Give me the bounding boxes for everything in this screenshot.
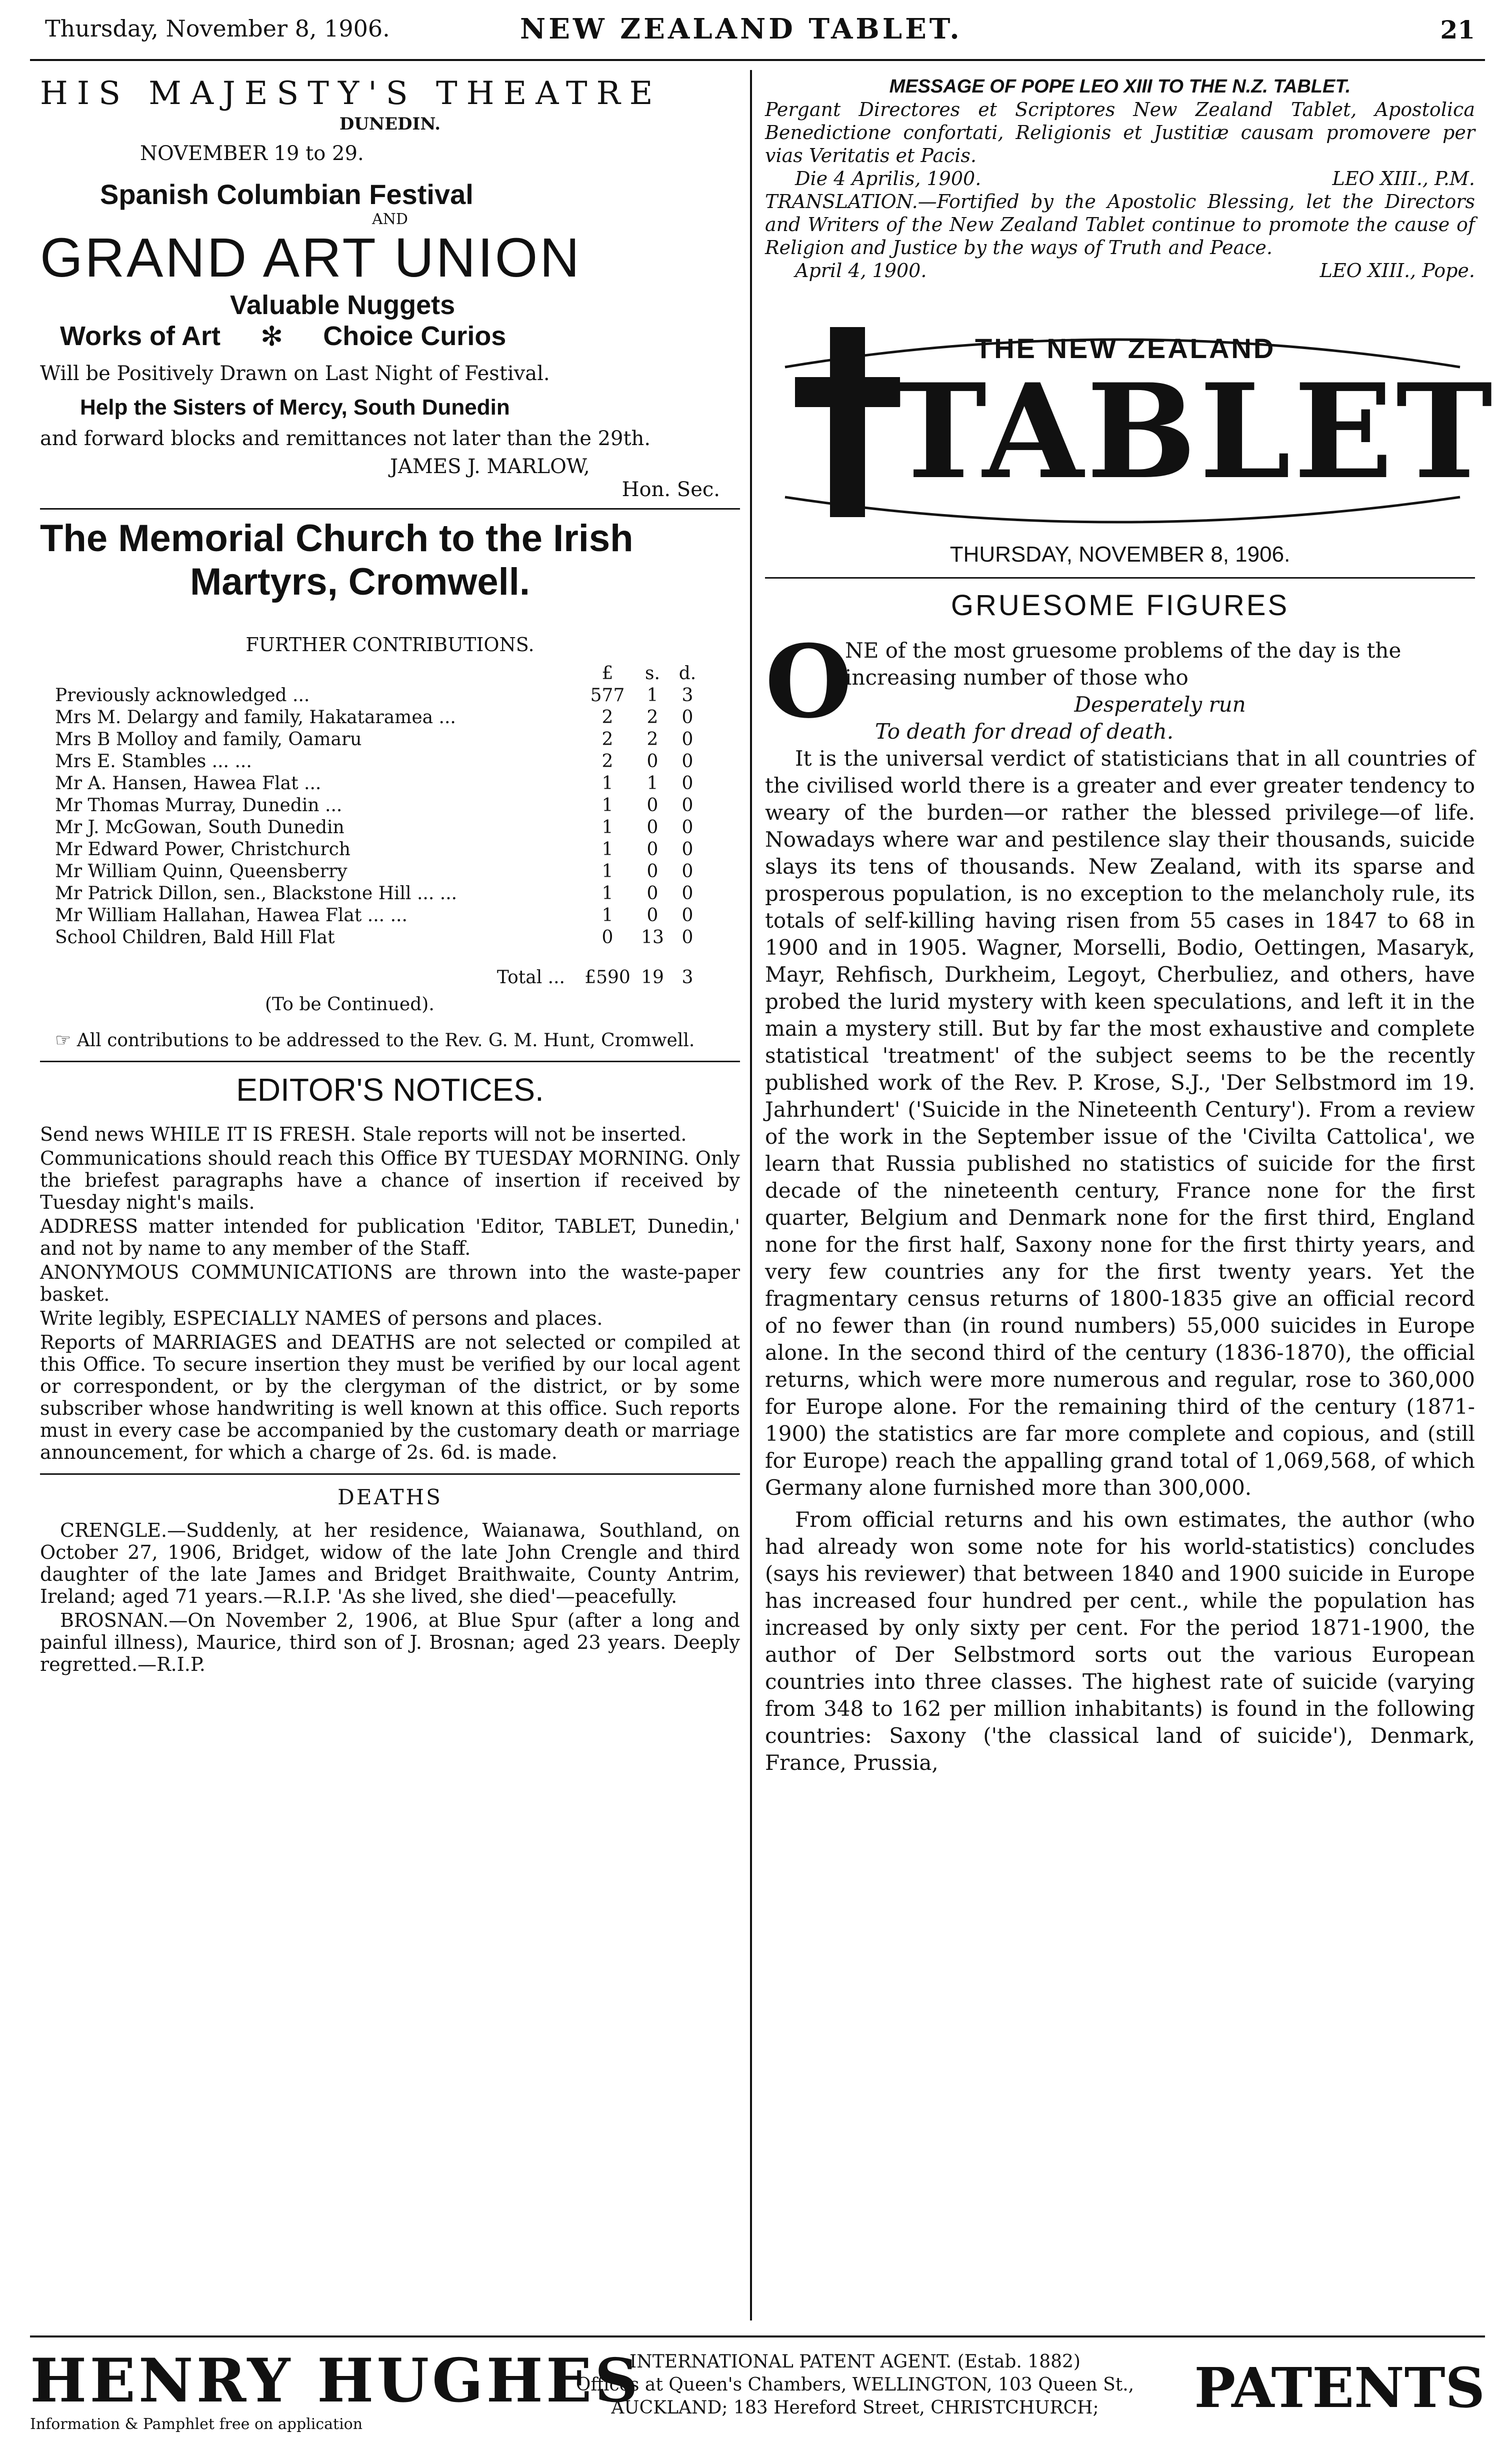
asterisk-icon: ✻ [260, 322, 284, 352]
festival-and: AND [372, 211, 408, 228]
page-header [30, 10, 1485, 55]
henry-hughes-sub: Information & Pamphlet free on application [30, 2415, 363, 2433]
translation-text: TRANSLATION.—Fortified by the Apostolic Blessing, let the Directors and Writers of the New Zealand Tablet continue to promote the cause of Religion and Justice by the ways of Truth and Peace. [765, 191, 1475, 259]
footer-rule [30, 2335, 1485, 2337]
page-number: 21 [1440, 15, 1475, 45]
translation-footer: April 4, 1900. LEO XIII., Pope. [795, 260, 1475, 282]
ad-items [60, 321, 740, 352]
help-sisters: Help the Sisters of Mercy, South Dunedin [80, 395, 510, 420]
divider [765, 577, 1475, 579]
theatre-title: HIS MAJESTY'S THEATRE [40, 75, 662, 112]
editors-title: EDITOR'S NOTICES. [236, 1072, 544, 1108]
masthead-title: NEW ZEALAND TABLET. [520, 13, 962, 46]
continued-note: (To be Continued). [265, 994, 434, 1015]
issue-date: Thursday, November 8, 1906. [45, 15, 390, 42]
contribution-row: Mrs E. Stambles ... ... 2 0 0 [55, 751, 694, 772]
death-notice: BROSNAN.—On November 2, 1906, at Blue Spur (after a long and painful illness), Maurice, third son of J. Brosnan; aged 23 years. Deeply regretted.—R.I.P. [40, 1609, 740, 1675]
latin-text: Pergant Directores et Scriptores New Zealand Tablet, Apostolica Benedictione confortati, Religionis et Justitiæ causam promovere per vias Veritatis et Pacis. [765, 99, 1475, 167]
column-divider [750, 70, 752, 2320]
article-paragraph-1: It is the universal verdict of statisticians that in all countries of the civilised world there is a greater and ever greater tendency to weary of the burden—or rather the blessed privilege—of life. Nowadays where war and pestilence slay their thousands, suicide slays its tens of thousands. New Zealand, with its sparse and prosperous population, is no exception to the melancholy rule, its totals of self-killing having risen from 55 cases in 1847 to 68 in 1900 and in 1905. Wagner, Morselli, Bodio, Oettingen, Masaryk, Mayr, Rehfisch, Durkheim, Legoyt, Cherbuliez, and others, have probed the lurid mystery with keen speculations, and left it in the main a mystery still. But by far the most exhaustive and complete statistical 'treatment' of the subject seems to be the recently published work of the Rev. P. Krose, S.J., 'Der Selbstmord im 19. Jahrhundert' ('Suicide in the Nineteenth Century'). From a review of the work in the September issue of the 'Civilta Cattolica', we learn that Russia published no statistics of suicide for the first decade of the nineteenth century, France none for the first quarter, Belgium and Denmark none for the first third, England none for the first half, Saxony none for the first thirty years, and very few countries any for the first twenty years. Yet the fragmentary census returns of 1800-1835 give an official record of no fewer than (in round numbers) 55,000 suicides in Europe alone. In the second third of the century (1836-1870), the official returns, which were more numerous and regular, rose to 360,000 for Europe alone. For the remaining third of the century (1871-1900) the statistics are far more complete and copious, and (still for Europe) reach the appalling grand total of 1,069,568, of which Germany alone furnished more than 300,000. [765, 746, 1475, 1500]
left-column [40, 75, 740, 1677]
issue-date-box: THURSDAY, NOVEMBER 8, 1906. [950, 542, 1290, 567]
patent-ad [30, 2340, 1485, 2435]
theatre-city: DUNEDIN. [339, 114, 441, 134]
patents-label: PATENTS [1194, 2355, 1485, 2420]
memorial-section [40, 517, 740, 1052]
contribution-row: Mr A. Hansen, Hawea Flat ... 1 1 0 [55, 773, 694, 794]
drop-cap: O [765, 623, 852, 741]
contribution-row: Mr William Quinn, Queensberry 1 0 0 [55, 861, 694, 882]
secretary-name: JAMES J. MARLOW, [390, 455, 590, 478]
contribution-row: Mr William Hallahan, Hawea Flat ... ... 1 0 0 [55, 905, 694, 926]
latin-footer: Die 4 Aprilis, 1900. LEO XIII., P.M. [795, 168, 1475, 190]
message-title: MESSAGE OF POPE LEO XIII TO THE N.Z. TABLET. [889, 76, 1351, 97]
contribution-row: Mr J. McGowan, South Dunedin 1 0 0 [55, 817, 694, 838]
editors-notices [40, 1071, 740, 1463]
right-column [765, 75, 1496, 1781]
theatre-dates: NOVEMBER 19 to 29. [140, 142, 364, 165]
contribution-row: Mr Thomas Murray, Dunedin ... 1 0 0 [55, 795, 694, 816]
festival-name: Spanish Columbian Festival [100, 179, 474, 210]
works-of-art: Works of Art [60, 321, 221, 351]
contribution-row: Mr Edward Power, Christchurch 1 0 0 [55, 839, 694, 860]
drawn-notice: Will be Positively Drawn on Last Night of Festival. [40, 362, 550, 385]
pointing-hand-icon: ☞ [55, 1030, 77, 1051]
pope-message [765, 75, 1475, 282]
editor-notice: ADDRESS matter intended for publication 'Editor, TABLET, Dunedin,' and not by name to any member of the Staff. [40, 1215, 740, 1259]
henry-hughes: HENRY HUGHES [30, 2345, 642, 2416]
agent-address: INTERNATIONAL PATENT AGENT. (Estab. 1882) Offices at Queen's Chambers, WELLINGTON, 103 Queen St., AUCKLAND; 183 Hereford Street, CHRISTCHURCH; [576, 2351, 1134, 2418]
article-paragraph-2: From official returns and his own estimates, the author (who had already won some note for his world-statistics) concludes (says his reviewer) that between 1840 and 1900 suicide in Europe has increased four hundred per cent., while the population has increased by only sixty per cent. For the period 1871-1900, the author of Der Selbstmord sorts out the various European countries into three classes. The highest rate of suicide (varying from 348 to 162 per million inhabitants) is found in the following countries: Saxony ('the classical land of suicide'), Denmark, France, Prussia, [765, 1507, 1475, 1775]
currency-header: £ s. d. [602, 663, 696, 684]
logo-tablet: TABLET [890, 356, 1496, 508]
secretary-role: Hon. Sec. [622, 478, 720, 501]
divider [40, 508, 740, 510]
memorial-title-1: The Memorial Church to the Irish [40, 517, 634, 560]
header-rule [30, 59, 1485, 61]
article-opening-text: NE of the most gruesome problems of the day is the increasing number of those who Desperately run To death for dread of death. [845, 638, 1402, 744]
divider [40, 1061, 740, 1062]
theatre-ad [40, 75, 740, 501]
memorial-title-2: Martyrs, Cromwell. [190, 561, 530, 603]
logo-nz: THE NEW ZEALAND [975, 333, 1276, 364]
contributions-table [55, 663, 705, 1052]
contribution-row: School Children, Bald Hill Flat 0 13 0 [55, 927, 694, 948]
forward-notice: and forward blocks and remittances not later than the 29th. [40, 427, 651, 450]
deaths-section [40, 1485, 740, 1675]
editor-notice: ANONYMOUS COMMUNICATIONS are thrown into the waste-paper basket. [40, 1261, 740, 1305]
valuable-nuggets: Valuable Nuggets [230, 290, 456, 320]
editor-notice: Communications should reach this Office BY TUESDAY MORNING. Only the briefest paragraphs have a chance of insertion if received by Tuesday night's mails. [40, 1147, 740, 1213]
death-notice: CRENGLE.—Suddenly, at her residence, Waianawa, Southland, on October 27, 1906, Bridget, widow of the late John Crengle and third daughter of the late James and Bridget Braithwaite, County Antrim, Ireland; aged 71 years.—R.I.P. 'As she lived, she died'—peacefully. [40, 1519, 740, 1607]
choice-curios: Choice Curios [323, 321, 506, 351]
contribution-row: Mrs M. Delargy and family, Hakataramea ... 2 2 0 [55, 707, 694, 728]
article-title: GRUESOME FIGURES [950, 589, 1290, 622]
divider [40, 1473, 740, 1475]
article-opening [765, 623, 1475, 745]
editor-notice: Send news WHILE IT IS FRESH. Stale reports will not be inserted. [40, 1123, 687, 1145]
contribution-row: Mr Patrick Dillon, sen., Blackstone Hill ... ... 1 0 0 [55, 883, 694, 904]
tablet-logo [765, 312, 1496, 532]
address-note: ☞ All contributions to be addressed to the Rev. G. M. Hunt, Cromwell. [55, 1030, 695, 1051]
contribution-row: Previously acknowledged ... 577 1 3 [55, 685, 694, 706]
deaths-title: DEATHS [338, 1485, 442, 1509]
grand-art-union: GRAND ART UNION [40, 227, 582, 289]
total-row: Total ... £590 19 3 [496, 967, 694, 988]
editor-notice: Reports of MARRIAGES and DEATHS are not selected or compiled at this Office. To secure insertion they must be verified by our local agent or correspondent, or by the clergyman of the district, or by some subscriber whose handwriting is well known at this office. Such reports must in every case be accompanied by the customary death or marriage announcement, for which a charge of 2s. 6d. is made. [40, 1331, 740, 1463]
gruesome-figures-article [765, 589, 1475, 1776]
editor-notice: Write legibly, ESPECIALLY NAMES of persons and places. [40, 1307, 603, 1329]
contributions-subtitle: FURTHER CONTRIBUTIONS. [246, 634, 534, 656]
contribution-row: Mrs B Molloy and family, Oamaru 2 2 0 [55, 729, 694, 750]
